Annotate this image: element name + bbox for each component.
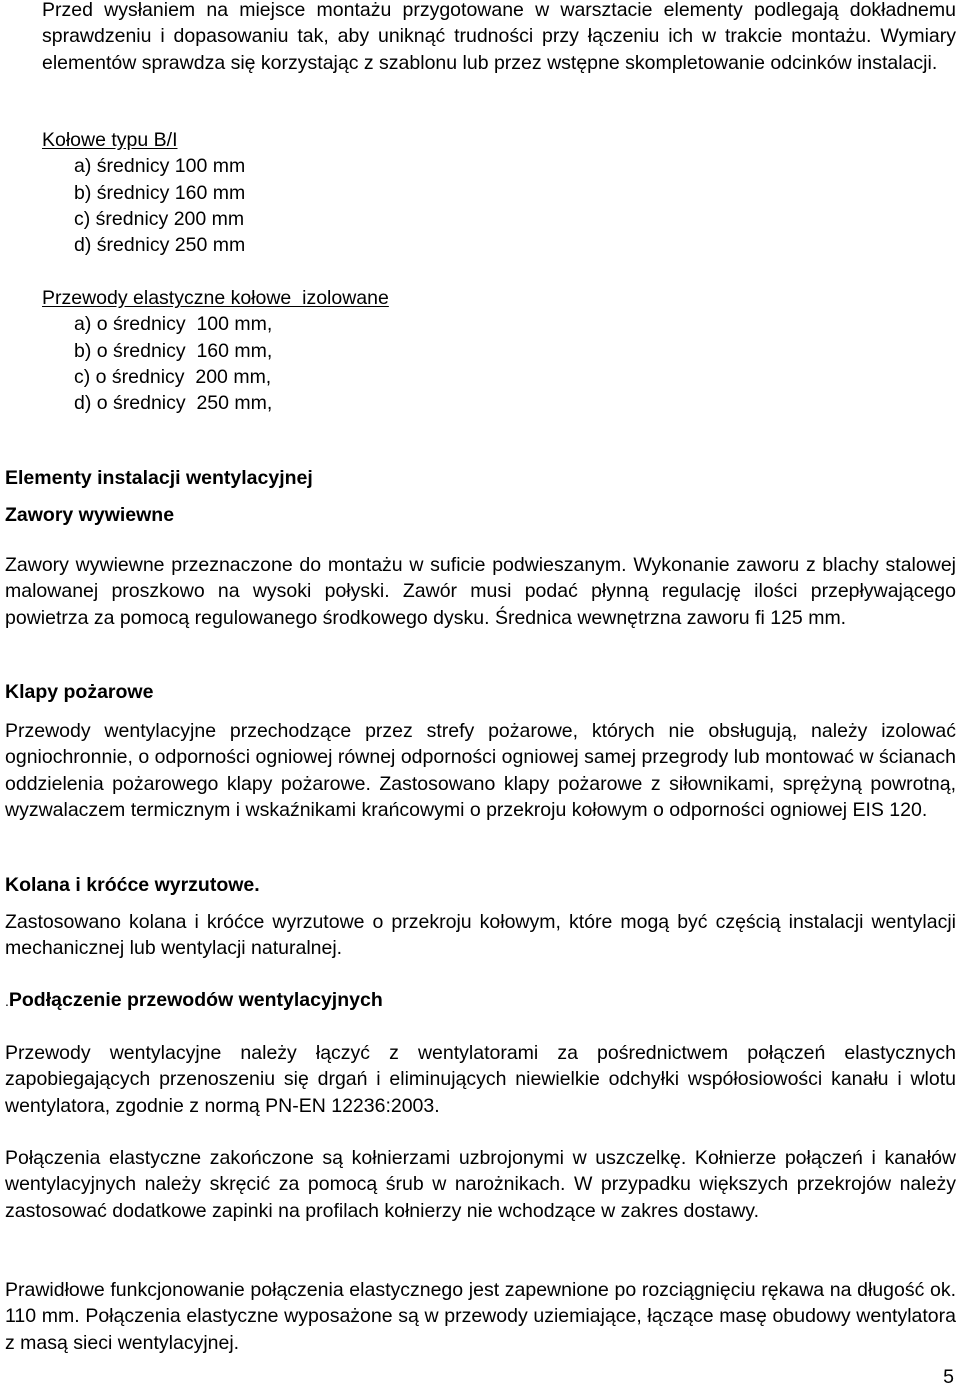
list-item: c) średnicy 200 mm <box>74 207 245 230</box>
list-item: a) średnicy 100 mm <box>74 155 246 178</box>
connections-paragraph-1: Przewody wentylacyjne należy łączyć z wentylatorami za pośrednictwem połączeń elastycznych zapobiegających przenoszeniu się drgań i eliminujących niewielkie odchyłki współosiowości kanału i wlotu wentylatora, zgodnie z normą PN-EN 12236:2003. <box>5 1042 956 1117</box>
list-item: c) o średnicy 200 mm, <box>74 365 272 388</box>
section-heading-elements: Elementy instalacji wentylacyjnej <box>5 467 313 489</box>
round-ducts-title: Kołowe typu B/I <box>42 129 178 151</box>
exhaust-valves-paragraph: Zawory wywiewne przeznaczone do montażu w suficie podwieszanym. Wykonanie zaworu z blachy stalowej malowanej proszkowo na wysoki połyski. Zawór musi podać płynną regulację ilości przepływającego powietrza za pomocą regulowanego środkowego dysku. Średnica wewnętrzna zaworu fi 125 mm. <box>5 554 956 629</box>
round-ducts-block <box>42 127 245 258</box>
flex-ducts-title: Przewody elastyczne kołowe izolowane <box>42 287 389 309</box>
list-item: a) o średnicy 100 mm, <box>74 313 273 336</box>
flex-ducts-block <box>42 285 389 416</box>
section-heading-elbows: Kolana i króćce wyrzutowe. <box>5 874 260 896</box>
round-ducts-list <box>42 153 245 258</box>
list-item: b) o średnicy 160 mm, <box>74 339 273 362</box>
heading-text: Podłączenie przewodów wentylacyjnych <box>8 989 383 1011</box>
section-heading-fire-dampers: Klapy pożarowe <box>5 681 154 703</box>
flex-ducts-list <box>42 311 389 416</box>
fire-dampers-paragraph: Przewody wentylacyjne przechodzące przez strefy pożarowe, których nie obsługują, należy izolować ogniochronnie, o odporności ogniowej równej odporności ogniowej samej przegrody lub montować w ścianach oddzielenia pożarowego klapy pożarowe. Zastosowano klapy pożarowe z siłownikami, sprężyną powrotną, wyzwalaczem termicznym i wskaźnikami krańcowymi o przekroju kołowym o odporności ogniowej EIS 120. <box>5 720 956 821</box>
connections-paragraph-2: Połączenia elastyczne zakończone są kołnierzami uzbrojonymi w uszczelkę. Kołnierze połączeń i kanałów wentylacyjnych należy skręcić za pomocą śrub w narożnikach. W przypadku większych przekrojów należy zastosować dodatkowe zapinki na profilach kołnierzy nie wchodzące w zakres dostawy. <box>5 1147 956 1222</box>
list-item: d) o średnicy 250 mm, <box>74 392 273 415</box>
heading-prefix: . <box>5 993 9 1009</box>
intro-paragraph: Przed wysłaniem na miejsce montażu przygotowane w warsztacie elementy podlegają dokładnemu sprawdzeniu i dopasowaniu tak, aby uniknąć trudności przy łączeniu ich w trakcie montażu. Wymiary elementów sprawdza się korzystając z szablonu lub przez wstępne skompletowanie odcinków instalacji. <box>42 0 956 74</box>
list-item: b) średnicy 160 mm <box>74 181 246 204</box>
section-heading-connections <box>5 988 383 1013</box>
page-number: 5 <box>943 1366 954 1388</box>
elbows-paragraph: Zastosowano kolana i króćce wyrzutowe o przekroju kołowym, które mogą być częścią instalacji wentylacji mechanicznej lub wentylacji naturalnej. <box>5 911 956 960</box>
connections-paragraph-3: Prawidłowe funkcjonowanie połączenia elastycznego jest zapewnione po rozciągnięciu rękawa na długość ok. 110 mm. Połączenia elastyczne wyposażone są w przewody uziemiające, łączące masę obudowy wentylatora z masą sieci wentylacyjnej. <box>5 1279 956 1354</box>
subsection-heading-exhaust-valves: Zawory wywiewne <box>5 504 175 526</box>
list-item: d) średnicy 250 mm <box>74 234 246 257</box>
